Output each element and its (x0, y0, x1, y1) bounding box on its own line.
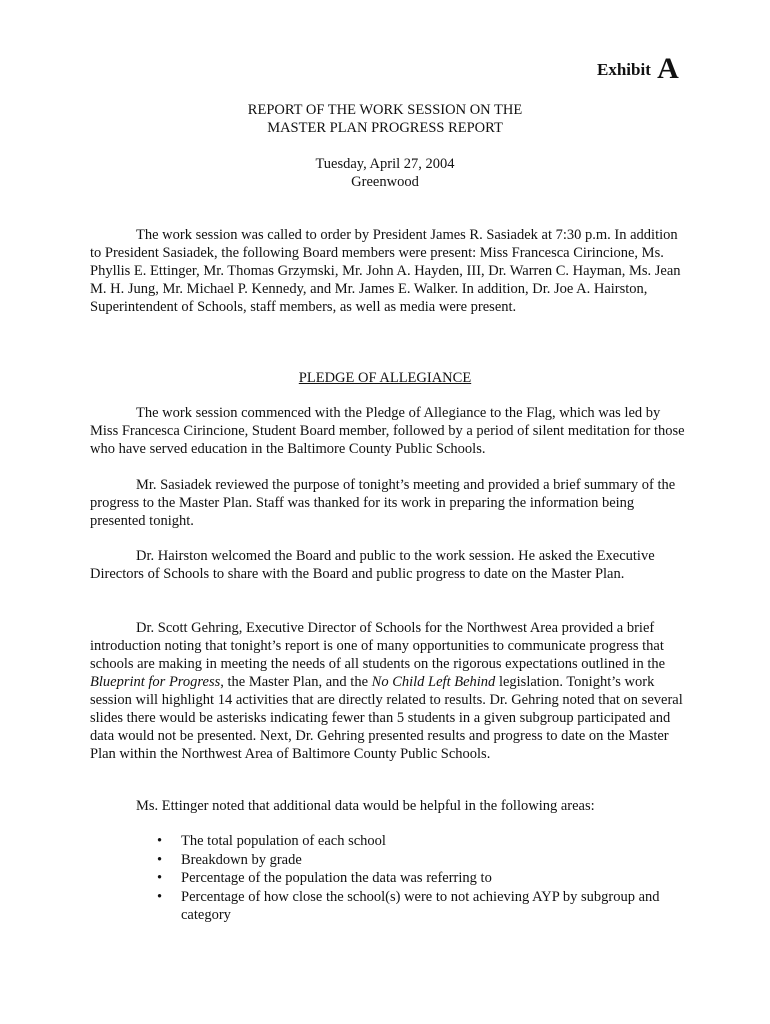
ettinger-paragraph (90, 797, 686, 815)
meeting-info (0, 155, 770, 191)
exhibit-letter: A (657, 52, 679, 85)
bullet-icon: • (157, 833, 163, 849)
list-item: • Percentage of how close the school(s) were to not achieving AYP by subgroup and category (157, 888, 660, 923)
list-item: • Percentage of the population the data was referring to (157, 870, 492, 886)
title-line-1: REPORT OF THE WORK SESSION ON THE (247, 102, 523, 118)
blueprint-title: Blueprint for Progress (90, 674, 221, 690)
exhibit-label (597, 52, 679, 86)
intro-paragraph (90, 226, 686, 316)
meeting-date: Tuesday, April 27, 2004 (315, 156, 455, 172)
report-title (0, 101, 770, 137)
list-item: • Breakdown by grade (157, 851, 302, 868)
title-line-2: MASTER PLAN PROGRESS REPORT (267, 120, 503, 136)
pledge-paragraph (90, 404, 686, 458)
sasiadek-paragraph (90, 476, 686, 530)
gehring-part-1: Dr. Scott Gehring, Executive Director of Schools for the Northwest Area provided a brief introduction noting that tonight’s report is one of many opportunities to communicate progress that schools are making in meeting the needs of all students on the rigorous expectations outlined in the (90, 620, 666, 672)
sasiadek-text: Mr. Sasiadek reviewed the purpose of tonight’s meeting and provided a brief summary of the progress to the Master Plan. Staff was thanked for its work in preparing the information being presented tonight. (90, 477, 676, 529)
bullet-icon: • (157, 888, 163, 905)
pledge-heading: PLEDGE OF ALLEGIANCE (298, 370, 472, 386)
meeting-location: Greenwood (351, 174, 419, 190)
nclb-title: No Child Left Behind (371, 674, 496, 690)
gehring-paragraph (90, 619, 686, 763)
gehring-part-3: legislation. Tonight’s work session will highlight 14 activities that are directly related to results. Dr. Gehring noted that on several slides there would be asterisks indicating fewer than 5 students in a given subgroup participated and data would not be presented. Next, Dr. Gehring presented results and progress to date on the Master Plan within the Northwest Area of Baltimore County Public Schools. (90, 674, 683, 762)
pledge-text: The work session commenced with the Pledge of Allegiance to the Flag, which was led by Miss Francesca Cirincione, Student Board member, followed by a period of silent meditation for those who have served education in the Baltimore County Public Schools. (90, 405, 685, 457)
data-request-list (153, 832, 683, 925)
hairston-paragraph (90, 547, 686, 583)
gehring-text (90, 619, 686, 763)
list-item: • The total population of each school (157, 833, 386, 849)
bullet-icon: • (157, 870, 163, 886)
ettinger-text: Ms. Ettinger noted that additional data would be helpful in the following areas: (136, 798, 595, 814)
intro-text: The work session was called to order by President James R. Sasiadek at 7:30 p.m. In addition to President Sasiadek, the following Board members were present: Miss Francesca Cirincione, Ms. Phyllis E. Ettinger, Mr. Thomas Grzymski, Mr. John A. Hayden, III, Dr. Warren C. Hayman, Ms. Jean M. H. Jung, Mr. Michael P. Kennedy, and Mr. James E. Walker. In addition, Dr. Joe A. Hairston, Superintendent of Schools, staff members, as well as media were present. (90, 227, 681, 315)
bullet-icon: • (157, 851, 163, 868)
gehring-part-2: , the Master Plan, and the (220, 674, 372, 690)
hairston-text: Dr. Hairston welcomed the Board and public to the work session. He asked the Executive Directors of Schools to share with the Board and public progress to date on the Master Plan. (90, 548, 655, 582)
exhibit-word: Exhibit (597, 60, 651, 79)
